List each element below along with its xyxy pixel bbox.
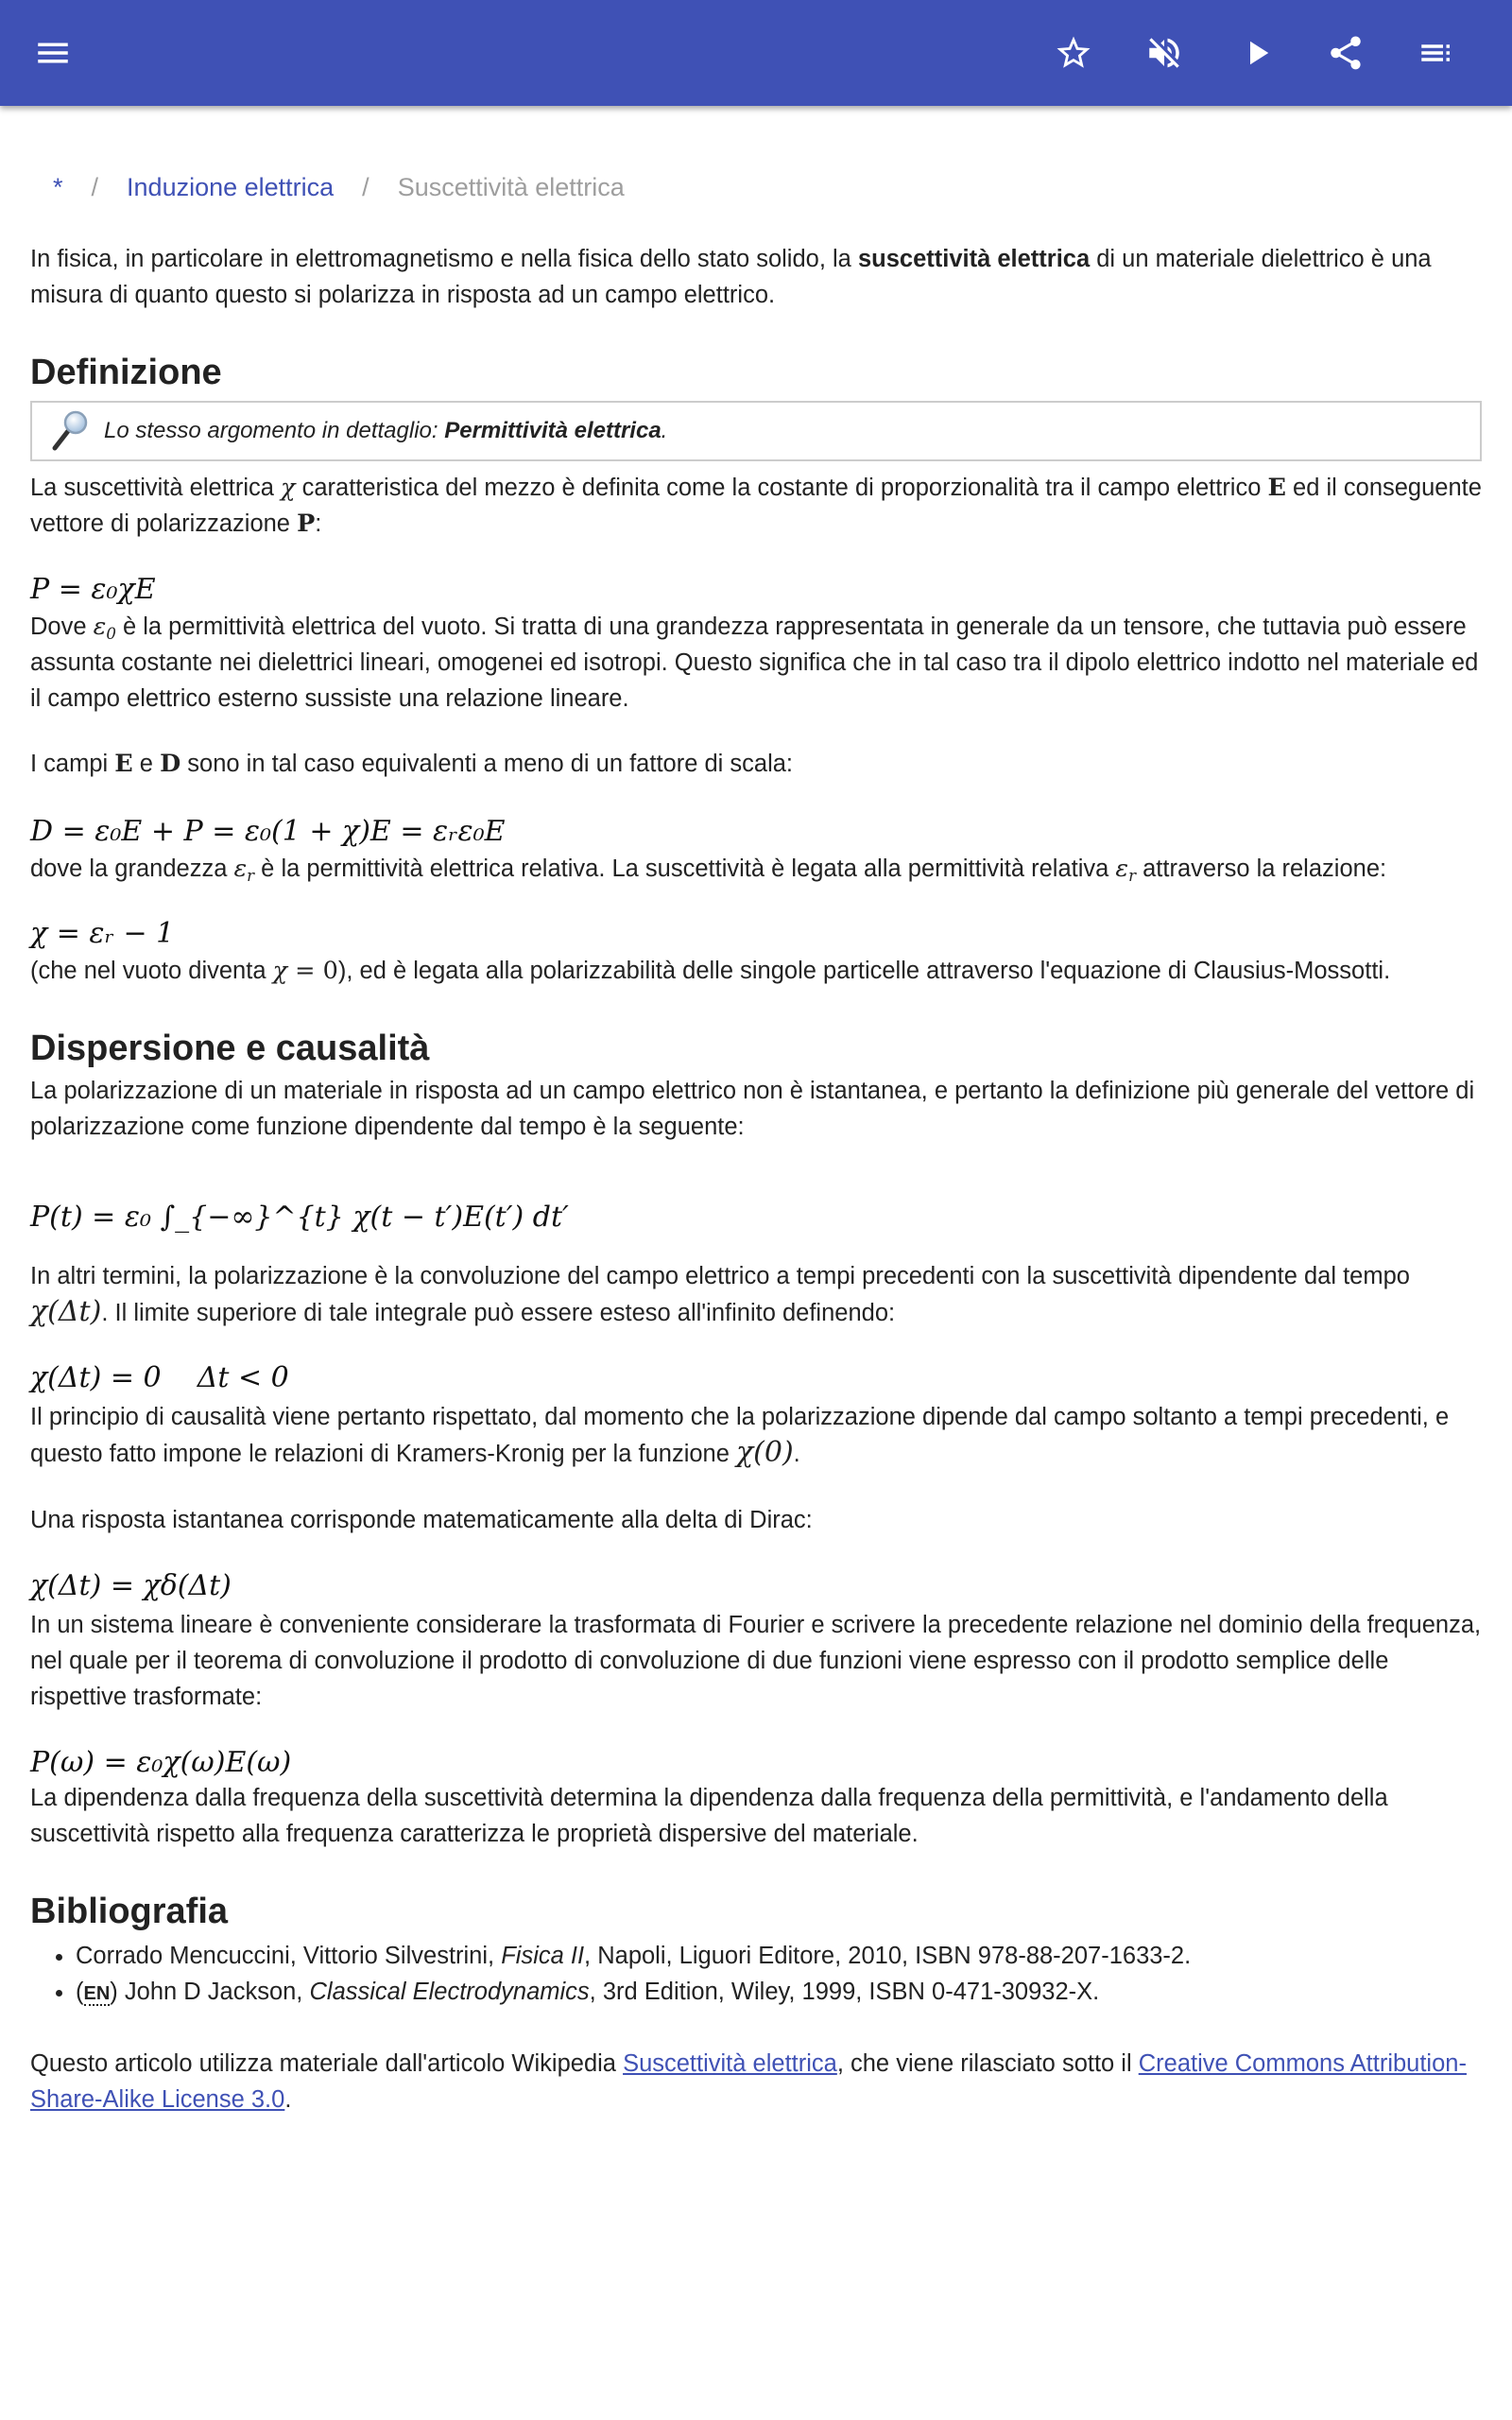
text: (che nel vuoto diventa — [30, 958, 273, 984]
text: Corrado Mencuccini, Vittorio Silvestrini, — [76, 1943, 502, 1969]
text: attraverso la relazione: — [1136, 856, 1387, 882]
math-D: D — [160, 750, 181, 778]
formula-dirac: χ(Δt) = χδ(Δt) — [30, 1569, 232, 1602]
formula-d-relation: D = ε₀E + P = ε₀(1 + χ)E = εᵣε₀E — [30, 815, 506, 848]
text: di un materiale dielettrico è una misura di quanto questo si polarizza in risposta ad un campo elettrico. — [30, 246, 1432, 308]
paragraph — [30, 470, 1482, 542]
text: La suscettività elettrica — [30, 475, 282, 501]
paragraph — [30, 746, 1482, 782]
math-eps: ε — [1115, 855, 1129, 883]
text: sono in tal caso equivalenti a meno di un fattore di scala: — [180, 751, 794, 777]
share-icon[interactable] — [1319, 26, 1372, 79]
math-chi-dt: χ(Δt) — [30, 1295, 102, 1328]
math-eps-r — [1115, 855, 1136, 883]
license-note — [30, 2046, 1482, 2118]
text: Il principio di causalità viene pertanto rispettato, dal momento che la polarizzazione dipende dal campo soltanto a tempi precedenti, e questo fatto impone le relazioni di Kramers-Kronig per la funzione — [30, 1404, 1450, 1467]
formula-p-eps0-chi-e: P = ε₀χE — [30, 573, 156, 606]
paragraph: Una risposta istantanea corrisponde matematicamente alla delta di Dirac: — [30, 1507, 813, 1533]
play-icon[interactable] — [1230, 26, 1283, 79]
text: Lo stesso argomento in dettaglio: — [104, 418, 445, 443]
formula-fourier: P(ω) = ε₀χ(ω)E(ω) — [30, 1746, 292, 1779]
menu-icon[interactable] — [26, 26, 79, 79]
text: è la permittività elettrica relativa. La suscettività è legata alla permittività relativa — [254, 856, 1116, 882]
volume-off-icon[interactable] — [1138, 26, 1191, 79]
paragraph: La polarizzazione di un materiale in risposta ad un campo elettrico non è istantanea, e pertanto la definizione più generale del vettore di polarizzazione come funzione dipendente dal tempo è la seguente: — [30, 1078, 1475, 1140]
section-heading-bibliografia: Bibliografia — [30, 1892, 229, 1931]
text: , che viene rilasciato sotto il — [836, 2050, 1139, 2077]
section-heading-dispersione: Dispersione e causalità — [30, 1028, 430, 1068]
bibliography-list — [30, 1938, 1482, 2012]
text: John D Jackson, — [117, 1979, 310, 2005]
text: . — [661, 418, 668, 443]
paragraph — [30, 609, 1482, 717]
math-subscript: r — [1128, 866, 1137, 885]
text: ed il conseguente vettore di polarizzazione — [30, 475, 1482, 537]
math-eps0 — [94, 613, 116, 641]
math-E: E — [114, 750, 133, 778]
book-title: Classical Electrodynamics — [309, 1979, 590, 2005]
math-eps: ε — [233, 855, 248, 883]
text: caratteristica del mezzo è definita come la costante di proporzionalità tra il campo elettrico — [295, 475, 1268, 501]
text: Questo articolo utilizza materiale dall'articolo Wikipedia — [30, 2050, 624, 2077]
text: . — [284, 2086, 292, 2113]
breadcrumb-current: Suscettività elettrica — [397, 173, 625, 201]
math-eq-zero: = 0 — [287, 957, 338, 985]
math-chi-0: χ(0) — [735, 1436, 794, 1469]
breadcrumb-separator: / — [362, 173, 369, 201]
text: Dove — [30, 614, 94, 640]
hatnote-link[interactable]: Permittività elettrica — [444, 418, 662, 443]
paragraph — [30, 851, 1482, 887]
text: . Il limite superiore di tale integrale può essere esteso all'infinito definendo: — [101, 1300, 896, 1326]
text: . — [793, 1441, 800, 1467]
paragraph: In un sistema lineare è conveniente considerare la trasformata di Fourier e scrivere la precedente relazione nel dominio della frequenza, nel quale per il teorema di convoluzione il prodotto di convoluzione di due funzioni viene espresso con il prodotto semplice delle rispettive trasformate: — [30, 1612, 1482, 1710]
math-eps: ε — [93, 613, 107, 641]
text: ), ed è legata alla polarizzabilità delle singole particelle attraverso l'equazione di Clausius-Mossotti. — [337, 958, 1391, 984]
bold-term: suscettività elettrica — [857, 246, 1091, 272]
text: , 3rd Edition, Wiley, 1999, ISBN 0-471-30932-X. — [589, 1979, 1100, 2005]
playlist-icon[interactable] — [1410, 26, 1463, 79]
section-heading-definizione: Definizione — [30, 353, 222, 392]
language-badge: EN — [83, 1983, 111, 2004]
paragraph: La dipendenza dalla frequenza della suscettività determina la dipendenza dalla frequenza della permittività, e l'andamento della suscettività rispetto alla frequenza caratterizza le proprietà dispersive del materiale. — [30, 1785, 1388, 1847]
text: In fisica, in particolare in elettromagnetismo e nella fisica dello stato solido, la — [30, 246, 858, 272]
formula-chi-eps-r: χ = εᵣ − 1 — [30, 917, 175, 950]
math-eps-r — [233, 855, 254, 883]
text: è la permittività elettrica del vuoto. Si tratta di una grandezza rappresentata in generale da un tensore, che tuttavia può essere assunta costante nei dielettrici lineari, omogenei ed isotropi. Questo significa che in tal caso tra il dipolo elettrico indotto nel materiale ed il campo elettrico esterno sussiste una relazione lineare. — [30, 614, 1479, 712]
star-outline-icon[interactable] — [1047, 26, 1100, 79]
list-item: • (EN) John D Jackson, Classical Electrodynamics, 3rd Edition, Wiley, 1999, ISBN 0-471-30932-X. — [76, 1974, 1482, 2012]
math-subscript: r — [247, 866, 255, 885]
wikipedia-article-link[interactable]: Suscettività elettrica — [623, 2050, 837, 2077]
breadcrumb-home[interactable]: * — [53, 173, 63, 201]
math-P: P — [297, 510, 316, 538]
breadcrumb — [53, 168, 625, 206]
math-chi: χ — [272, 957, 288, 985]
formula-integral: P(t) = ε₀ ∫_{−∞}^{t} χ(t − t′)E(t′) dt′ — [30, 1201, 569, 1234]
text: : — [315, 510, 322, 537]
hatnote — [30, 401, 1482, 461]
list-item — [76, 1938, 1482, 1974]
text: dove la grandezza — [30, 856, 234, 882]
hatnote-text — [104, 413, 667, 449]
math-chi: χ — [281, 474, 296, 502]
paragraph — [30, 953, 1482, 989]
intro-paragraph — [30, 241, 1482, 313]
license-link[interactable]: Creative Commons Attribution-Share-Alike License 3.0 — [30, 2050, 1467, 2113]
paragraph — [30, 1258, 1482, 1331]
breadcrumb-parent-link[interactable]: Induzione elettrica — [127, 173, 335, 201]
text: e — [132, 751, 161, 777]
paragraph — [30, 1399, 1482, 1472]
book-title: Fisica II — [501, 1943, 585, 1969]
text: , Napoli, Liguori Editore, 2010, ISBN 978-88-207-1633-2. — [584, 1943, 1192, 1969]
text: I campi — [30, 751, 115, 777]
text: In altri termini, la polarizzazione è la convoluzione del campo elettrico a tempi precedenti con la suscettività dipendente dal tempo — [30, 1263, 1410, 1289]
magnifier-icon — [49, 408, 93, 452]
breadcrumb-separator: / — [91, 173, 99, 201]
math-E: E — [1267, 474, 1286, 502]
formula-causality: χ(Δt) = 0 Δt < 0 — [30, 1361, 289, 1394]
math-subscript: 0 — [106, 624, 116, 643]
app-bar — [0, 0, 1512, 106]
